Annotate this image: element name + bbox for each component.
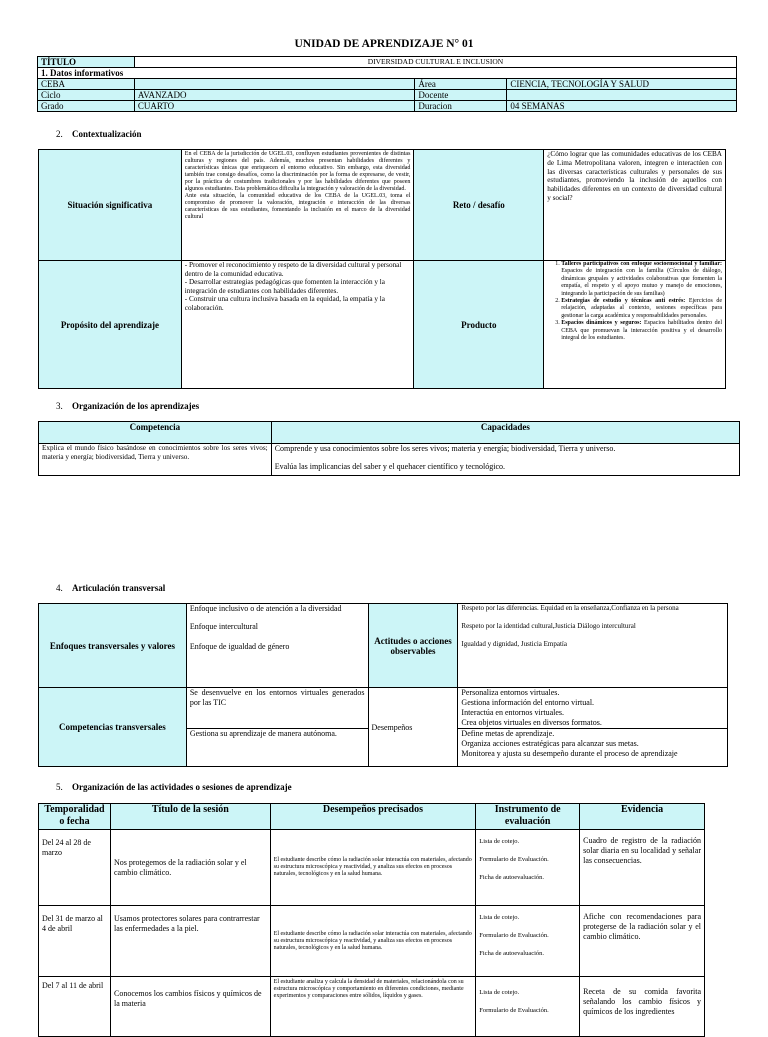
enfoques-list: Enfoque inclusivo o de atención a la diversidad Enfoque intercultural Enfoque de igualdad de género <box>186 604 368 688</box>
titulo-cell: Nos protegemos de la radiación solar y el cambio climático. <box>110 830 270 906</box>
fecha-cell: Del 7 al 11 de abril <box>39 977 111 1037</box>
actitudes-list: Respeto por las diferencias. Equidad en la enseñanza,Confianza en la persona Respeto por la identidad cultural,Justicia Diálogo intercultural Igualdad y dignidad, Justicia Empatía <box>458 604 728 688</box>
header-desempenos: Desempeños precisados <box>270 804 476 830</box>
enfoques-label: Enfoques transversales y valores <box>39 604 187 688</box>
titulo-label: TÍTULO <box>38 57 135 68</box>
situacion-label: Situación significativa <box>39 150 182 261</box>
evidencia-cell: Cuadro de registro de la radiación solar diaria en su localidad y señalar las consecuencias. <box>580 830 705 906</box>
section-2-number: 2. <box>56 129 63 139</box>
competencia-transversal-1: Se desenvuelve en los entornos virtuales generados por las TIC <box>186 688 368 729</box>
producto-item: 1. Talleres participativos con enfoque socioemocional y familiar: Espacios de integración con la familia (Círculos de diálogo, dinámicas grupales y actividades colaborativas que fomenten la empatía, el respeto y el apoyo mutuo y manejo de emociones, integrando la participación de sus familias) <box>561 261 722 298</box>
actitudes-label: Actitudes o acciones observables <box>368 604 458 688</box>
articulacion-transversal-table <box>38 603 728 767</box>
desempeno-cell: El estudiante describe cómo la radiación solar interactúa con materiales, afectando su estructura microscópica y reactividad, y analiza sus efectos en procesos naturales, tecnológicos y en la salud humana. <box>270 906 476 977</box>
evidencia-cell: Afiche con recomendaciones para protegerse de la radiación solar y el cambio climático. <box>580 906 705 977</box>
desempenos-2: Define metas de aprendizaje. Organiza acciones estratégicas para alcanzar sus metas. Monitorea y ajusta su desempeño durante el proceso de aprendizaje <box>458 729 728 767</box>
desempenos-label: Desempeños <box>368 688 458 767</box>
instrumento-cell: Lista de cotejo. Formulario de Evaluación. Ficha de autoevaluación. <box>476 830 580 906</box>
section-5-heading <box>56 782 292 792</box>
competencia-transversal-2: Gestiona su aprendizaje de manera autónoma. <box>186 729 368 767</box>
instrumento-cell: Lista de cotejo. Formulario de Evaluación. <box>476 977 580 1037</box>
contextualizacion-table <box>38 149 726 389</box>
competencia-header: Competencia <box>39 422 272 444</box>
table-row <box>39 977 705 1037</box>
capacidades-header: Capacidades <box>271 422 739 444</box>
section-4-title: Articulación transversal <box>72 583 166 593</box>
reto-label: Reto / desafío <box>414 150 544 261</box>
capacidades-text: Comprende y usa conocimientos sobre los seres vivos; materia y energía; biodiversidad, Tierra y universo. Evalúa las implicancias del saber y el quehacer científico y tecnológico. <box>271 444 739 476</box>
duracion-value: 04 SEMANAS <box>507 101 737 112</box>
docente-value <box>507 90 737 101</box>
desempeno-cell: El estudiante describe cómo la radiación solar interactúa con materiales, afectando su estructura microscópica y reactividad, y analiza sus efectos en procesos naturales, tecnológicos y en la salud humana. <box>270 830 476 906</box>
ceba-value <box>134 79 415 90</box>
datos-informativos-label: 1. Datos informativos <box>38 68 737 79</box>
table-row <box>39 830 705 906</box>
desempenos-1: Personaliza entornos virtuales. Gestiona información del entorno virtual. Interactúa en entornos virtuales. Crea objetos virtuales en diversos formatos. <box>458 688 728 729</box>
producto-list <box>544 261 726 389</box>
area-value: CIENCIA, TECNOLOGÍA Y SALUD <box>507 79 737 90</box>
section-3-number: 3. <box>56 401 63 411</box>
area-label: Área <box>415 79 507 90</box>
reto-text: ¿Cómo lograr que las comunidades educativas de los CEBA de Lima Metropolitana valoren, integren e interactúen con las diversas características culturales y personales de sus estudiantes, promoviendo la inclusión de aquellos con habilidades diferentes en un contexto de diversidad cultural y social? <box>544 150 726 261</box>
section-5-number: 5. <box>56 782 63 792</box>
fecha-cell: Del 24 al 28 de marzo <box>39 830 111 906</box>
sesiones-table <box>38 803 705 1037</box>
section-4-number: 4. <box>56 583 63 593</box>
evidencia-cell: Receta de su comida favorita señalando los cambio físicos y químicos de los ingredientes <box>580 977 705 1037</box>
proposito-label: Propósito del aprendizaje <box>39 261 182 389</box>
document-title: UNIDAD DE APRENDIZAJE N° 01 <box>294 38 474 50</box>
ceba-label: CEBA <box>38 79 135 90</box>
section-5-title: Organización de las actividades o sesiones de aprendizaje <box>72 782 292 792</box>
competencias-transversales-label: Competencias transversales <box>39 688 187 767</box>
section-2-title: Contextualización <box>72 129 142 139</box>
datos-informativos-table <box>37 56 737 112</box>
header-evidencia: Evidencia <box>580 804 705 830</box>
competencia-text: Explica el mundo físico basándose en conocimientos sobre los seres vivos; materia y energía; biodiversidad, Tierra y universo. <box>39 444 272 476</box>
fecha-cell: Del 31 de marzo al 4 de abril <box>39 906 111 977</box>
desempeno-cell: El estudiante analiza y calcula la densidad de materiales, relacionándola con su estructura microscópica y comportamiento en diferentes condiciones, mediante experimentos y comparaciones entre sólidos, líquidos y gases. <box>270 977 476 1037</box>
table-row <box>39 906 705 977</box>
docente-label: Docente <box>415 90 507 101</box>
titulo-cell: Conocemos los cambios físicos y químicos de la materia <box>110 977 270 1037</box>
header-titulo-sesion: Título de la sesión <box>110 804 270 830</box>
instrumento-cell: Lista de cotejo. Formulario de Evaluación. Ficha de autoevaluación. <box>476 906 580 977</box>
header-instrumento: Instrumento de evaluación <box>476 804 580 830</box>
producto-label: Producto <box>414 261 544 389</box>
situacion-text: En el CEBA de la jurisdicción de UGEL.03, confluyen estudiantes provenientes de distintas culturas y regiones del país. Además, muchos presentan habilidades diferentes y características únicas que enriquecen el entorno educativo. Sin embargo, esta diversidad también trae consigo desafíos, como la discriminación por la forma de expresarse, de vestir, por la práctica de costumbres tradicionales y por las habilidades diferentes que poseen algunos estudiantes. Esta problemática dificulta la integración y valoración de la diversidad. Ante esta situación, la comunidad educativa de los CEBA de la UGEL.03, toma el compromiso de promover la valoración, integración e interacción de las diversas características de sus estudiantes, fomentando la inclusión en el marco de la diversidad cultural <box>181 150 414 261</box>
ciclo-value: AVANZADO <box>134 90 415 101</box>
section-2-heading <box>56 129 142 139</box>
proposito-text: - Promover el reconocimiento y respeto de la diversidad cultural y personal dentro de la comunidad educativa. - Desarrollar estrategias pedagógicas que fomenten la interacción y la integración de estudiantes con habilidades diferentes. - Construir una cultura inclusiva basada en la equidad, la empatía y la colaboración. <box>181 261 414 389</box>
section-3-title: Organización de los aprendizajes <box>72 401 200 411</box>
header-temporalidad: Temporalidad o fecha <box>39 804 111 830</box>
producto-item: 2. Estrategias de estudio y técnicas anti estrés: Ejercicios de relajación, adaptadas al contexto, sesiones específicas para gestionar la carga académica y responsabilidades personales. <box>561 298 722 320</box>
section-3-heading <box>56 401 199 411</box>
grado-label: Grado <box>38 101 135 112</box>
titulo-value: DIVERSIDAD CULTURAL E INCLUSION <box>134 57 736 68</box>
producto-item: 3. Espacios dinámicos y seguros: Espacios habilitados dentro del CEBA que promuevan la interacción positiva y el desarrollo integral de los estudiantes. <box>561 320 722 342</box>
grado-value: CUARTO <box>134 101 415 112</box>
titulo-cell: Usamos protectores solares para contrarrestar las enfermedades a la piel. <box>110 906 270 977</box>
ciclo-label: Ciclo <box>38 90 135 101</box>
duracion-label: Duracion <box>415 101 507 112</box>
section-4-heading <box>56 583 165 593</box>
organizacion-aprendizajes-table <box>38 421 740 476</box>
